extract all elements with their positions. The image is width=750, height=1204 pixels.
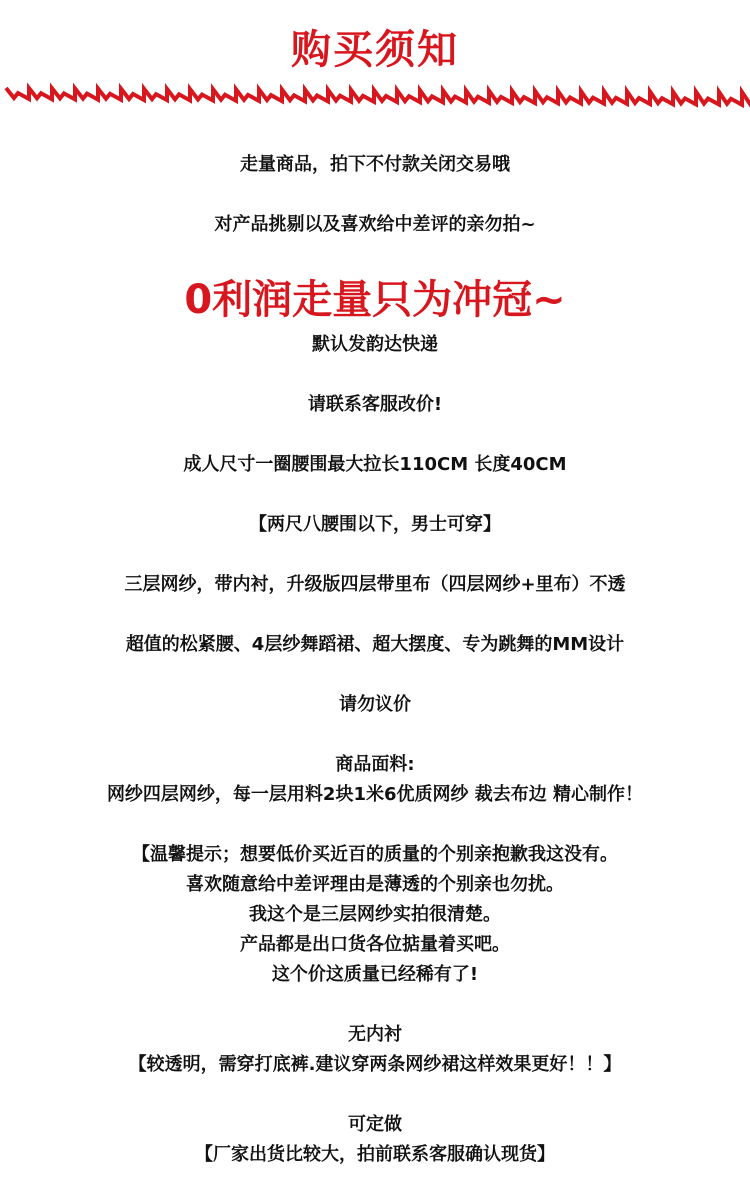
zigzag-divider — [0, 82, 750, 116]
headline: 0利润走量只为冲冠~ — [184, 277, 566, 323]
notice-line: 超值的松紧腰、4层纱舞蹈裙、超大摆度、专为跳舞的MM设计 — [125, 634, 625, 655]
tip-line: 喜欢随意给中差评理由是薄透的个别亲也勿扰。 — [186, 874, 564, 895]
fabric-description: 网纱四层网纱，每一层用料2块1米6优质网纱 裁去布边 精心制作！ — [106, 784, 644, 805]
custom-label: 可定做 — [348, 1114, 402, 1135]
no-lining-label: 无内衬 — [348, 1024, 402, 1045]
notice-line: 【两尺八腰围以下，男士可穿】 — [249, 514, 501, 535]
notice-line: 请联系客服改价! — [307, 394, 443, 415]
notice-line: 默认发韵达快递 — [312, 334, 438, 355]
notice-line: 成人尺寸一圈腰围最大拉长110CM 长度40CM — [183, 454, 567, 475]
page-title: 购买须知 — [291, 27, 459, 73]
notice-line: 三层网纱，带内衬，升级版四层带里布（四层网纱+里布）不透 — [124, 574, 626, 595]
no-lining-note: 【较透明，需穿打底裤.建议穿两条网纱裙这样效果更好！！】 — [128, 1054, 622, 1075]
custom-note: 【厂家出货比较大，拍前联系客服确认现货】 — [195, 1144, 555, 1165]
notice-line: 走量商品，拍下不付款关闭交易哦 — [240, 154, 510, 175]
tip-line: 产品都是出口货各位掂量着买吧。 — [240, 934, 510, 955]
tip-line: 我这个是三层网纱实拍很清楚。 — [249, 904, 501, 925]
fabric-label: 商品面料: — [335, 754, 415, 775]
tip-line: 这个价这质量已经稀有了! — [271, 964, 479, 985]
notice-line: 请勿议价 — [339, 694, 411, 715]
tip-line: 【温馨提示；想要低价买近百的质量的个别亲抱歉我这没有。 — [132, 844, 618, 865]
notice-line: 对产品挑剔以及喜欢给中差评的亲勿拍~ — [214, 214, 536, 235]
